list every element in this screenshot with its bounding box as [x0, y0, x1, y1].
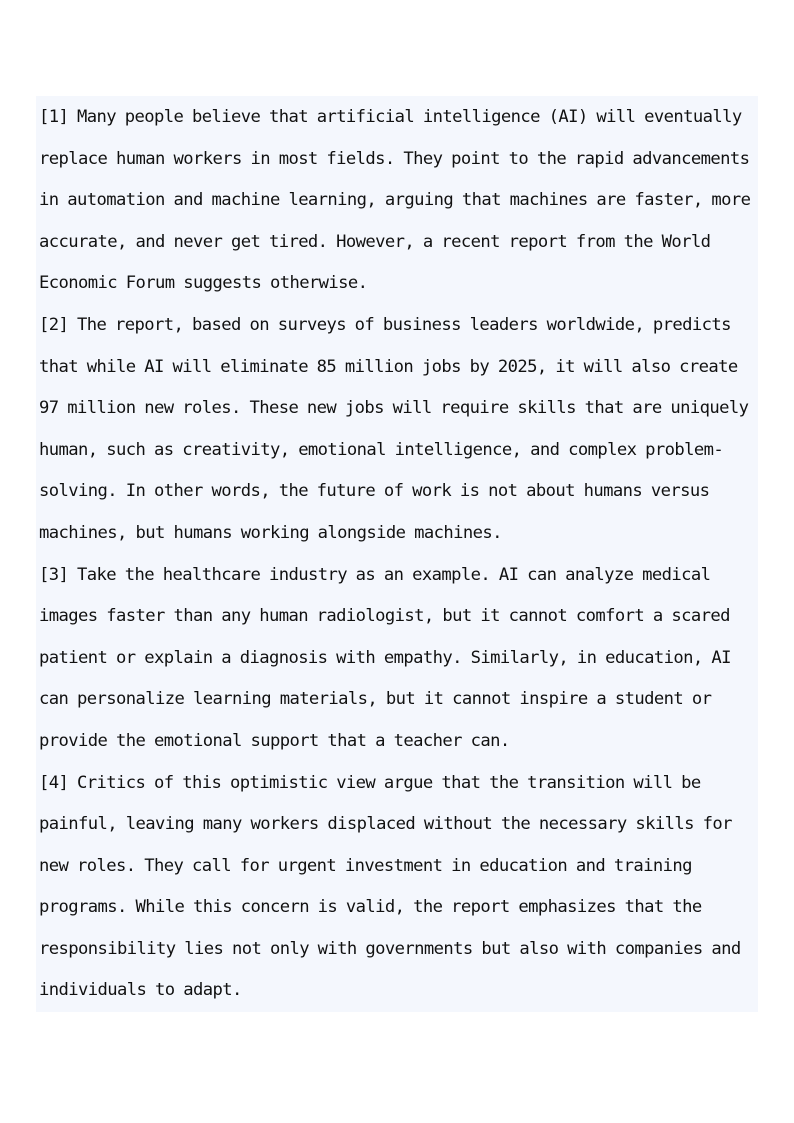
paragraph-number: [4] [39, 772, 69, 793]
paragraph-number: [2] [39, 314, 69, 335]
paragraph-1 [39, 97, 758, 305]
paragraph-text: Many people believe that artificial intelligence (AI) will eventually replace human workers in most fields. They point to the rapid advancements in automation and machine learning, arguing that machines are faster, more accurate, and never get tired. However, a recent report from the World Economic Forum suggests otherwise. [39, 107, 751, 294]
paragraph-3 [39, 555, 758, 763]
paragraph-number: [1] [39, 107, 69, 127]
paragraph-text: Take the healthcare industry as an example. AI can analyze medical images faster than any human radiologist, but it cannot comfort a scared patient or explain a diagnosis with empathy. Similarly, in education, AI can personalize learning materials, but it cannot inspire a student or provide the emotional support that a teacher can. [39, 564, 731, 751]
paragraph-4 [39, 763, 758, 1013]
paragraph-2 [39, 305, 758, 555]
paragraph-text: Critics of this optimistic view argue that the transition will be painful, leaving many workers displaced without the necessary skills for new roles. They call for urgent investment in education and training programs. While this concern is valid, the report emphasizes that the responsibility lies not only with governments but also with companies and individuals to adapt. [39, 772, 741, 1001]
reading-passage [36, 96, 758, 1012]
paragraph-text: The report, based on surveys of business leaders worldwide, predicts that while AI will eliminate 85 million jobs by 2025, it will also create 97 million new roles. These new jobs will require skills that are uniquely human, such as creativity, emotional intelligence, and complex problem-solving. In other words, the future of work is not about humans versus machines, but humans working alongside machines. [39, 314, 749, 543]
paragraph-number: [3] [39, 564, 69, 585]
